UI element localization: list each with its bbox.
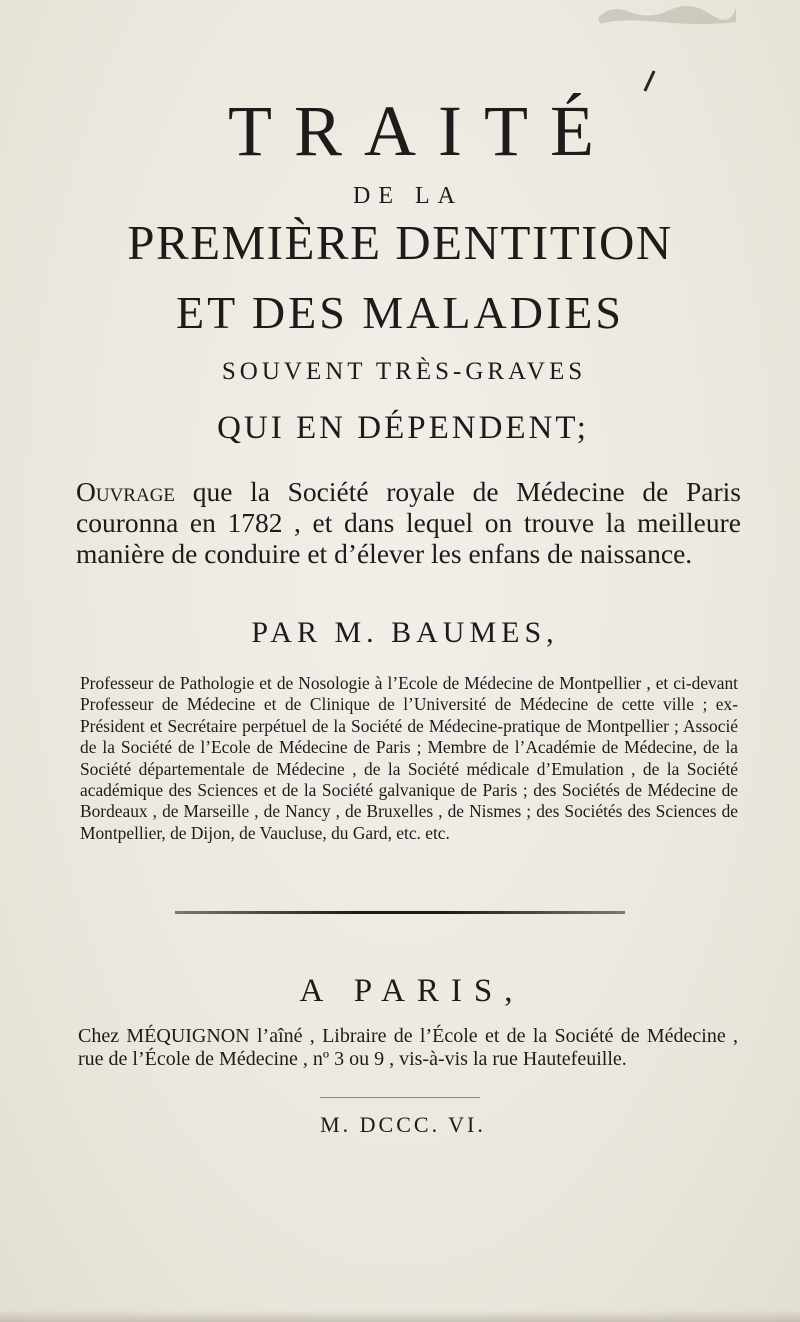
subtitle-main: PREMIÈRE DENTITION xyxy=(127,215,673,270)
place-of-publication: A PARIS, xyxy=(299,973,525,1009)
short-divider xyxy=(320,1097,480,1098)
subtitle-et-des-maladies: ET DES MALADIES xyxy=(176,287,624,338)
description-text: que la Société royale de Médecine de Paris couronna en 1782 , et dans lequel on trouve la meilleure manière de conduire et d’élever les enfans de naissance. xyxy=(76,476,741,569)
description-lead: Ouvrage xyxy=(76,476,176,507)
subtitle-qui-en-dependent: QUI EN DÉPENDENT; xyxy=(217,410,589,446)
publisher-address: Chez MÉQUIGNON l’aîné , Libraire de l’École et de la Société de Médecine , rue de l’École de Médecine , nº 3 ou 9 , vis-à-vis la rue Hautefeuille. xyxy=(78,1025,738,1070)
page-edge-shadow xyxy=(0,1310,800,1322)
author-credentials: Professeur de Pathologie et de Nosologie à l’Ecole de Médecine de Montpellier , et ci-devant Professeur de Médecine et de Clinique de l’Université de Médecine de cette ville ; ex-Président et Secrétaire perpétuel de la Société de Médecine-pratique de Montpellier ; Associé de la Société de l’Ecole de Médecine de Paris ; Membre de l’Académie de Médecine, de la Société départementale de Médecine , de la Société médicale d’Emulation , de la Société académique des Sciences et de la Société galvanique de Paris ; des Sociétés de Médecine de Bordeaux , de Marseille , de Nancy , de Bruxelles , de Nismes ; des Sociétés des Sciences de Montpellier, de Dijon, de Vaucluse, du Gard, etc. etc. xyxy=(80,673,738,843)
work-description xyxy=(76,476,741,569)
imprint-year: M. DCCC. VI. xyxy=(320,1112,486,1137)
subtitle-souvent: SOUVENT TRÈS-GRAVES xyxy=(221,358,587,385)
divider-rule xyxy=(175,911,625,914)
ink-stain-decoration xyxy=(590,0,740,30)
author-line: PAR M. BAUMES, xyxy=(251,616,559,649)
subtitle-de-la: DE LA xyxy=(353,183,463,209)
book-title: TRAITÉ xyxy=(228,91,616,171)
accent-mark xyxy=(643,70,655,91)
